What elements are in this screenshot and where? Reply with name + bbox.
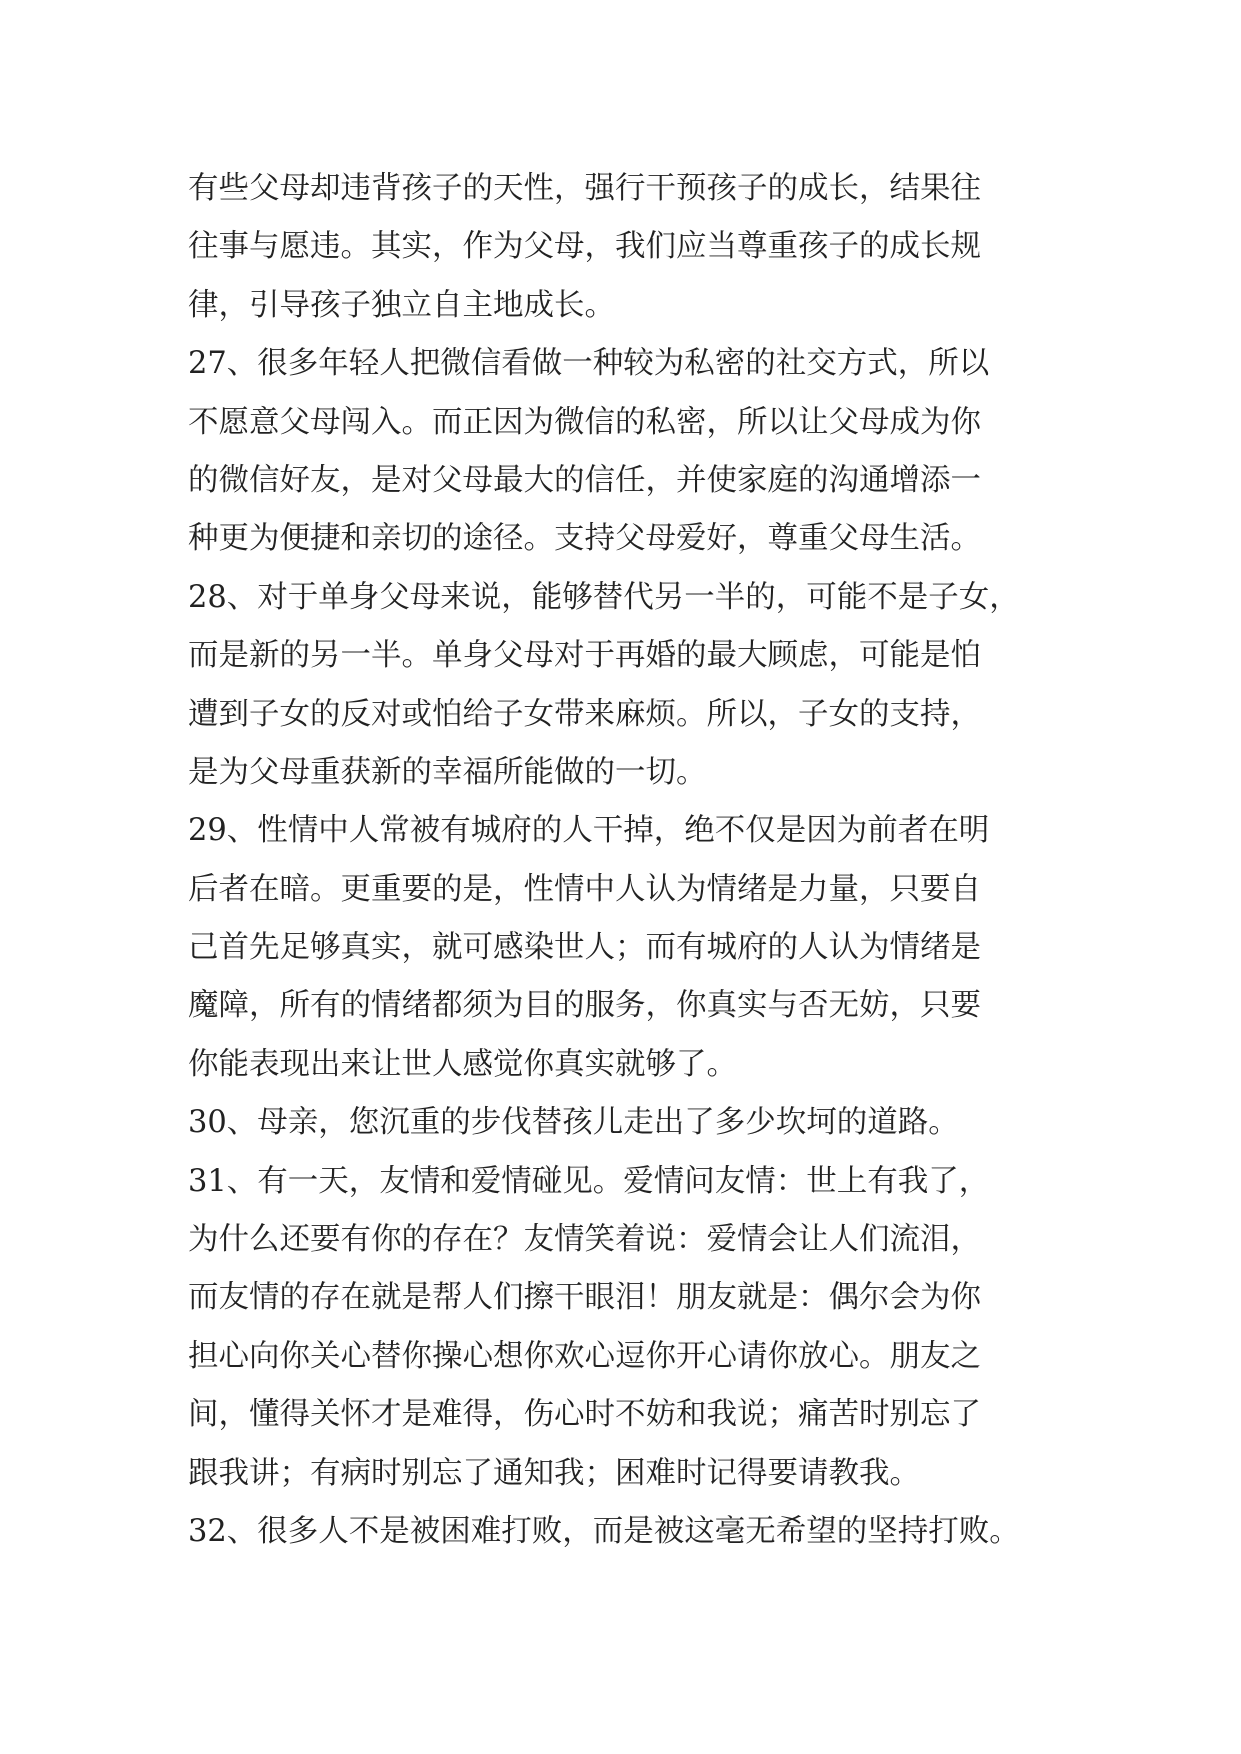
text-line: 而友情的存在就是帮人们擦干眼泪！朋友就是：偶尔会为你 bbox=[188, 1280, 981, 1316]
text-line: 而是新的另一半。单身父母对于再婚的最大顾虑，可能是怕 bbox=[188, 638, 981, 674]
text-line: 不愿意父母闯入。而正因为微信的私密，所以让父母成为你 bbox=[188, 404, 981, 440]
text-line: 27、很多年轻人把微信看做一种较为私密的社交方式，所以 bbox=[188, 346, 990, 382]
text-line: 32、很多人不是被困难打败，而是被这毫无希望的坚持打败。 bbox=[188, 1513, 1020, 1549]
text-line: 己首先足够真实，就可感染世人；而有城府的人认为情绪是 bbox=[188, 930, 981, 966]
text-line: 跟我讲；有病时别忘了通知我；困难时记得要请教我。 bbox=[188, 1455, 920, 1491]
text-line: 31、有一天，友情和爱情碰见。爱情问友情：世上有我了， bbox=[188, 1163, 990, 1199]
text-line: 为什么还要有你的存在？友情笑着说：爱情会让人们流泪， bbox=[188, 1222, 981, 1258]
text-line: 间，懂得关怀才是难得，伤心时不妨和我说；痛苦时别忘了 bbox=[188, 1397, 981, 1433]
text-line: 往事与愿违。其实，作为父母，我们应当尊重孩子的成长规 bbox=[188, 229, 981, 265]
text-line: 担心向你关心替你操心想你欢心逗你开心请你放心。朋友之 bbox=[188, 1338, 981, 1374]
text-line: 28、对于单身父母来说，能够替代另一半的，可能不是子女， bbox=[188, 579, 1020, 615]
text-line: 后者在暗。更重要的是，性情中人认为情绪是力量，只要自 bbox=[188, 871, 981, 907]
text-line: 的微信好友，是对父母最大的信任，并使家庭的沟通增添一 bbox=[188, 462, 981, 498]
text-line: 律，引导孩子独立自主地成长。 bbox=[188, 287, 615, 323]
text-line: 有些父母却违背孩子的天性，强行干预孩子的成长，结果往 bbox=[188, 171, 981, 206]
body-text bbox=[188, 160, 1078, 1561]
text-line: 魔障，所有的情绪都须为目的服务，你真实与否无妨，只要 bbox=[188, 988, 981, 1024]
text-line: 29、性情中人常被有城府的人干掉，绝不仅是因为前者在明 bbox=[188, 813, 990, 849]
text-line: 30、母亲，您沉重的步伐替孩儿走出了多少坎坷的道路。 bbox=[188, 1105, 959, 1141]
text-line: 你能表现出来让世人感觉你真实就够了。 bbox=[188, 1046, 737, 1082]
text-line: 种更为便捷和亲切的途径。支持父母爱好，尊重父母生活。 bbox=[188, 521, 981, 557]
text-line: 是为父母重获新的幸福所能做的一切。 bbox=[188, 754, 707, 790]
text-line: 遭到子女的反对或怕给子女带来麻烦。所以，子女的支持， bbox=[188, 696, 981, 732]
